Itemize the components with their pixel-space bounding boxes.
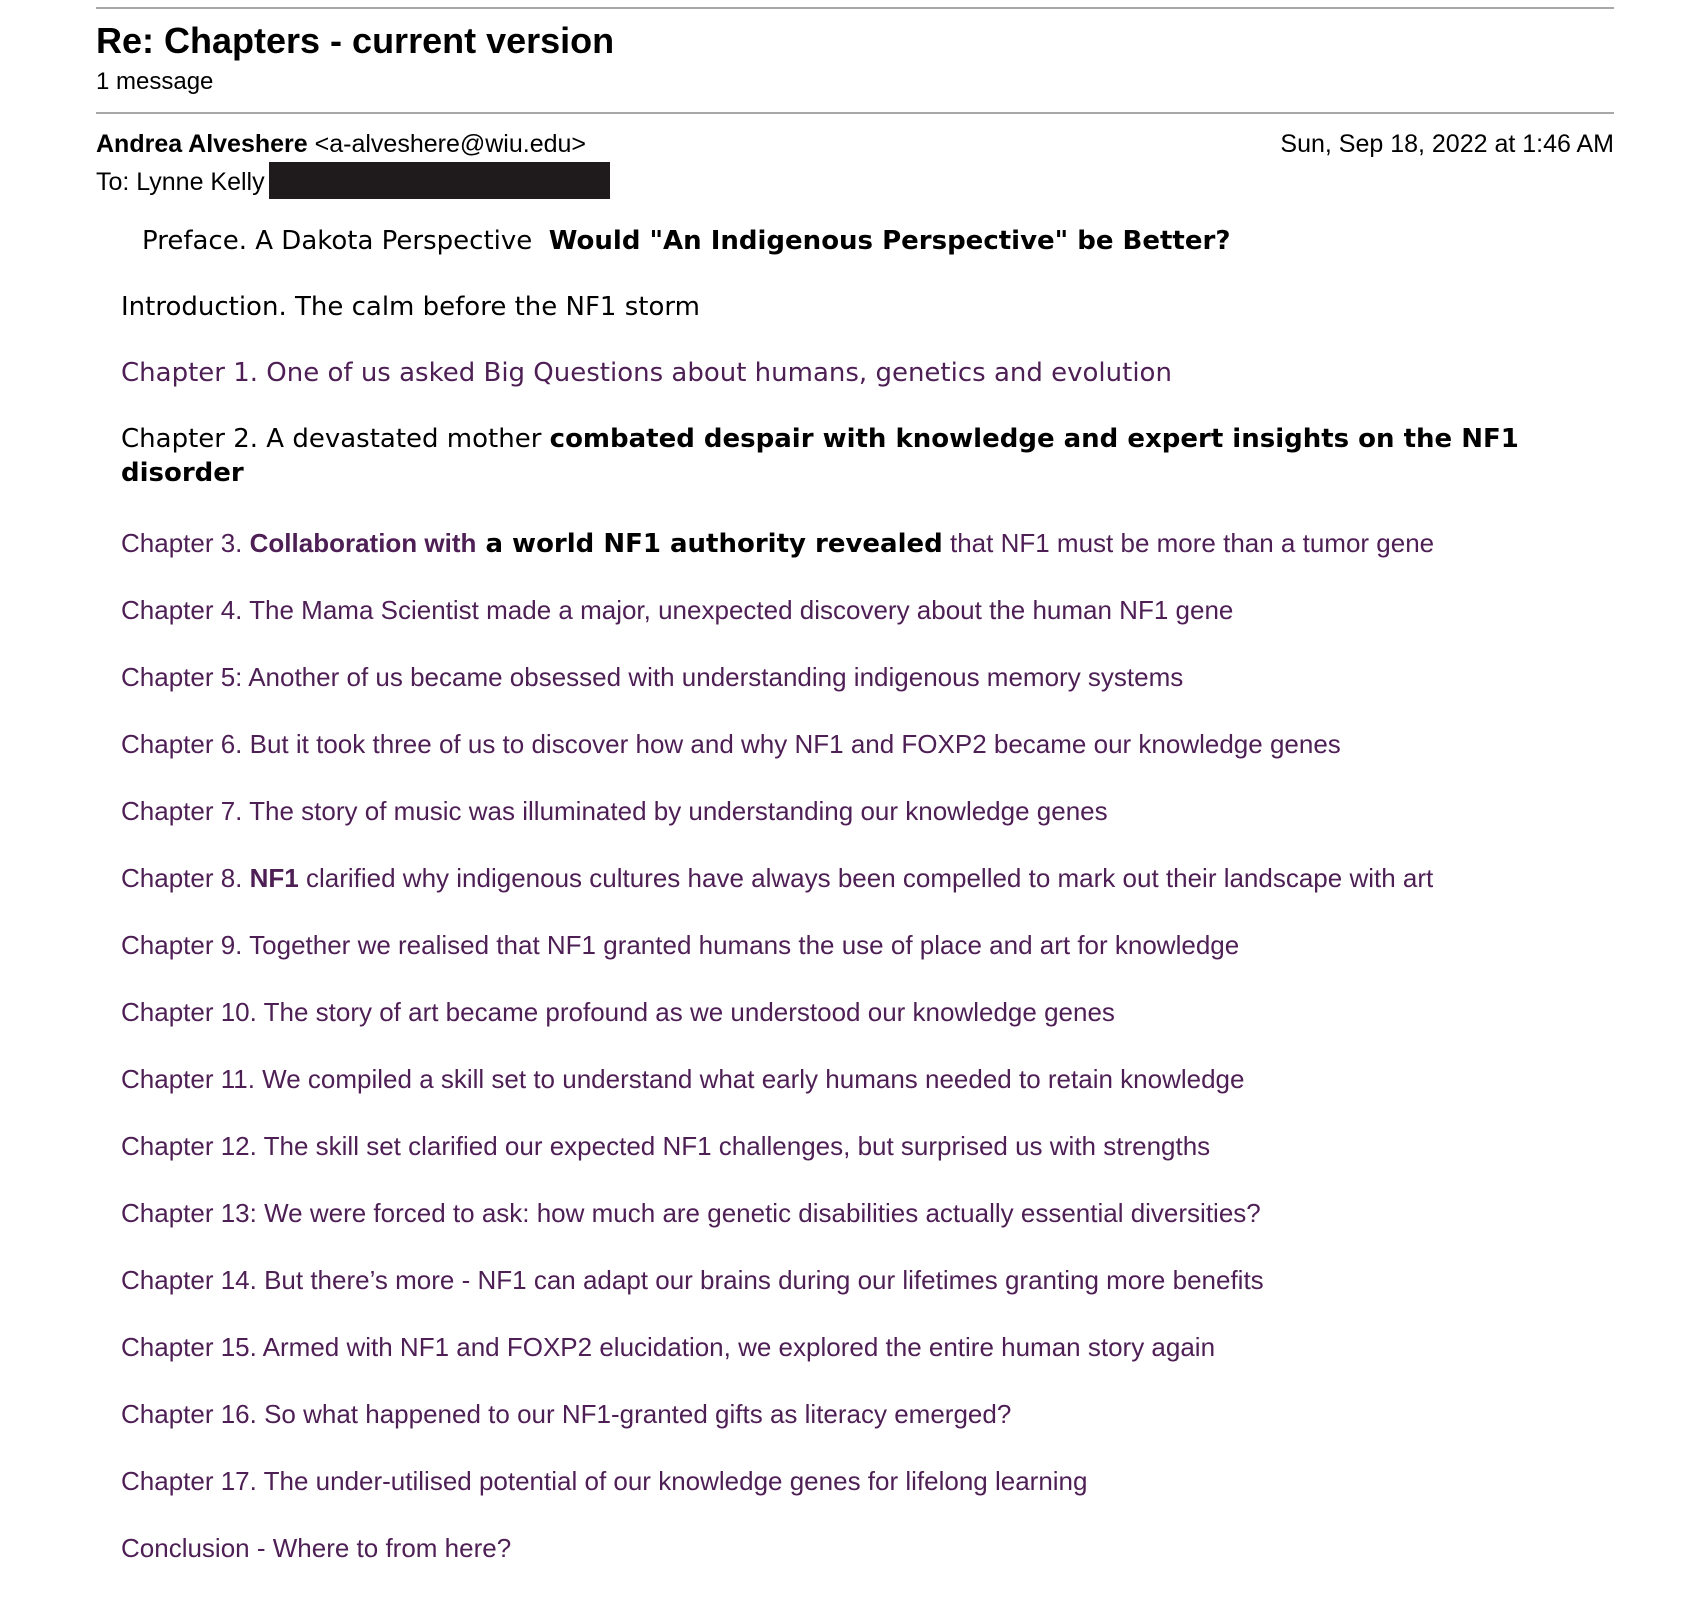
introduction-line: Introduction. The calm before the NF1 storm: [121, 292, 700, 322]
chapter-5-line: Chapter 5: Another of us became obsessed with understanding indigenous memory systems: [121, 662, 1184, 692]
chapter-3-prefix: Chapter 3.: [121, 528, 250, 558]
message-date: Sun, Sep 18, 2022 at 1:46 AM: [1280, 130, 1614, 158]
chapter-2-text: Chapter 2. A devastated mother: [121, 424, 550, 454]
chapter-8-prefix: Chapter 8.: [121, 863, 250, 893]
chapter-8-suffix: clarified why indigenous cultures have always been compelled to mark out their landscape with art: [298, 863, 1434, 893]
chapter-3-line: [121, 528, 1434, 559]
sender-line: [96, 130, 586, 159]
chapter-2-bold: combated despair with knowledge and expert insights on the NF1 disorder: [121, 424, 1519, 488]
message-count: 1 message: [96, 68, 214, 95]
recipient-name: To: Lynne Kelly: [96, 168, 265, 196]
chapter-13-line: Chapter 13: We were forced to ask: how much are genetic disabilities actually essential diversities?: [121, 1198, 1261, 1228]
chapter-14-line: Chapter 14. But there’s more - NF1 can adapt our brains during our lifetimes granting more benefits: [121, 1265, 1264, 1295]
chapter-16-line: Chapter 16. So what happened to our NF1-granted gifts as literacy emerged?: [121, 1399, 1012, 1429]
chapter-17-line: Chapter 17. The under-utilised potential of our knowledge genes for lifelong learning: [121, 1466, 1088, 1496]
chapter-3-bold-black: a world NF1 authority revealed: [476, 529, 943, 559]
preface-question: Would "An Indigenous Perspective" be Better?: [548, 226, 1231, 256]
redaction-block: [269, 162, 610, 199]
conclusion-line: Conclusion - Where to from here?: [121, 1533, 512, 1563]
sender-name: Andrea Alveshere: [96, 130, 308, 158]
chapter-7-line: Chapter 7. The story of music was illuminated by understanding our knowledge genes: [121, 796, 1108, 826]
chapter-11-line: Chapter 11. We compiled a skill set to understand what early humans needed to retain knowledge: [121, 1064, 1245, 1094]
preface-line: [142, 226, 1230, 256]
chapter-10-line: Chapter 10. The story of art became profound as we understood our knowledge genes: [121, 997, 1115, 1027]
header-divider: [96, 112, 1614, 114]
chapter-15-line: Chapter 15. Armed with NF1 and FOXP2 elucidation, we explored the entire human story again: [121, 1332, 1216, 1362]
chapter-12-line: Chapter 12. The skill set clarified our expected NF1 challenges, but surprised us with strengths: [121, 1131, 1211, 1161]
sender-email[interactable]: <a-alveshere@wiu.edu>: [314, 130, 586, 158]
chapter-2-line: [121, 422, 1621, 490]
email-subject: Re: Chapters - current version: [96, 20, 615, 61]
preface-text: Preface. A Dakota Perspective: [142, 226, 533, 256]
chapter-3-bold-purple: Collaboration with: [249, 528, 477, 558]
recipient-line: [96, 162, 610, 199]
chapter-1-line: Chapter 1. One of us asked Big Questions about humans, genetics and evolution: [121, 358, 1172, 388]
chapter-9-line: Chapter 9. Together we realised that NF1 granted humans the use of place and art for knowledge: [121, 930, 1240, 960]
chapter-4-line: Chapter 4. The Mama Scientist made a major, unexpected discovery about the human NF1 gene: [121, 595, 1234, 625]
chapter-3-suffix: that NF1 must be more than a tumor gene: [942, 528, 1435, 558]
top-divider: [96, 7, 1614, 9]
chapter-8-line: [121, 863, 1433, 894]
chapter-6-line: Chapter 6. But it took three of us to discover how and why NF1 and FOXP2 became our knowledge genes: [121, 729, 1341, 759]
chapter-8-bold: NF1: [249, 863, 299, 893]
